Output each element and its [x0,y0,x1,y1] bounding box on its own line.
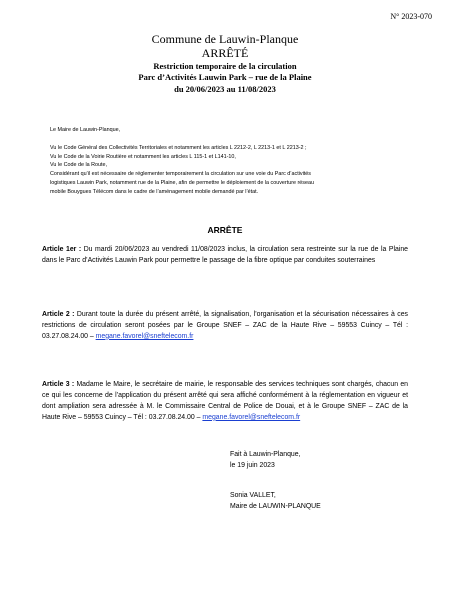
arrete-heading: ARRÊTE [207,225,243,235]
preamble-line: Considérant qu’il est nécessaire de réglementer temporairement la circulation sur une voie du Parc d’activités [50,171,311,177]
signature-place: Fait à Lauwin-Planque, [230,451,301,458]
article-1-text: Du mardi 20/06/2023 au vendredi 11/08/2023 inclus, la circulation sera restreinte sur la rue de la Plaine dans le Parc d’Activités Lauwin Park pour permettre le passage de la fibre optique par conduites souterraines [42,246,409,264]
article-2 [42,310,408,343]
article-3 [42,380,408,424]
signatory-name: Sonia VALLET, [230,492,276,499]
preamble-line: Vu le Code Général des Collectivités Territoriales et notamment les articles L 2212-2, L 2213-1 et L 2213-2 ; [50,144,307,151]
preamble-line: Vu le Code de la Route, [50,162,108,169]
article-3-label: Article 3 : [42,381,75,388]
signature-place-date [230,449,300,471]
document-title: ARRÊTÉ [201,45,249,60]
preamble-line: Vu le Code de la Voirie Routière et notamment les articles L 115-1 et L141-10, [50,153,236,160]
email-link[interactable]: megane.favorel@sneftelecom.fr [202,413,301,421]
mayor-line: Le Maire de Lauwin-Planque, [50,127,121,133]
signature-date: le 19 juin 2023 [230,462,275,470]
spacer [50,135,410,144]
commune-name: Commune de Lauwin-Planque [151,32,299,46]
article-1 [42,245,408,267]
document-number: N° 2023-070 [390,12,432,21]
signatory [230,490,321,512]
article-2-text: Durant toute la durée du présent arrêté, la signalisation, l’organisation et la sécurisation nécessaires à ces restrictions de circulation seront posées par le Groupe SNEF – ZAC de la Haute Rive – 59553 Cuincy – Tél : 03.27.08.24.00 – [42,311,408,340]
article-2-label: Article 2 : [42,311,75,318]
document-header [0,33,450,95]
email-link[interactable]: megane.favorel@sneftelecom.fr [95,332,194,340]
signatory-role: Maire de LAUWIN-PLANQUE [230,503,321,511]
subtitle-line-1: Restriction temporaire de la circulation [153,60,297,71]
article-3-text: Madame le Maire, le secrétaire de mairie, le responsable des services techniques sont chargés, chacun en ce qui les concerne de l’application du présent arrêté qui sera affiché conformément à la réglementation en vigueur et dont ampliation sera adressée à M. le Commissaire Central de Police de Douai, et à le Groupe SNEF – ZAC de la Haute Rive – 59553 Cuincy – Tél : 03.27.08.24.00 – [42,381,408,421]
preamble-line: logistiques Lauwin Park, notamment rue de la Plaine, afin de permettre le déploiement de la couverture réseau [50,179,314,186]
preamble [50,126,410,196]
article-1-label: Article 1er : [42,246,82,253]
subtitle-line-2: Parc d’Activités Lauwin Park – rue de la Plaine [138,72,312,83]
preamble-line: mobile Bouygues Télécom dans le cadre de l’aménagement mobile demandé par l’état. [50,188,259,195]
subtitle-line-3: du 20/06/2023 au 11/08/2023 [174,83,276,94]
